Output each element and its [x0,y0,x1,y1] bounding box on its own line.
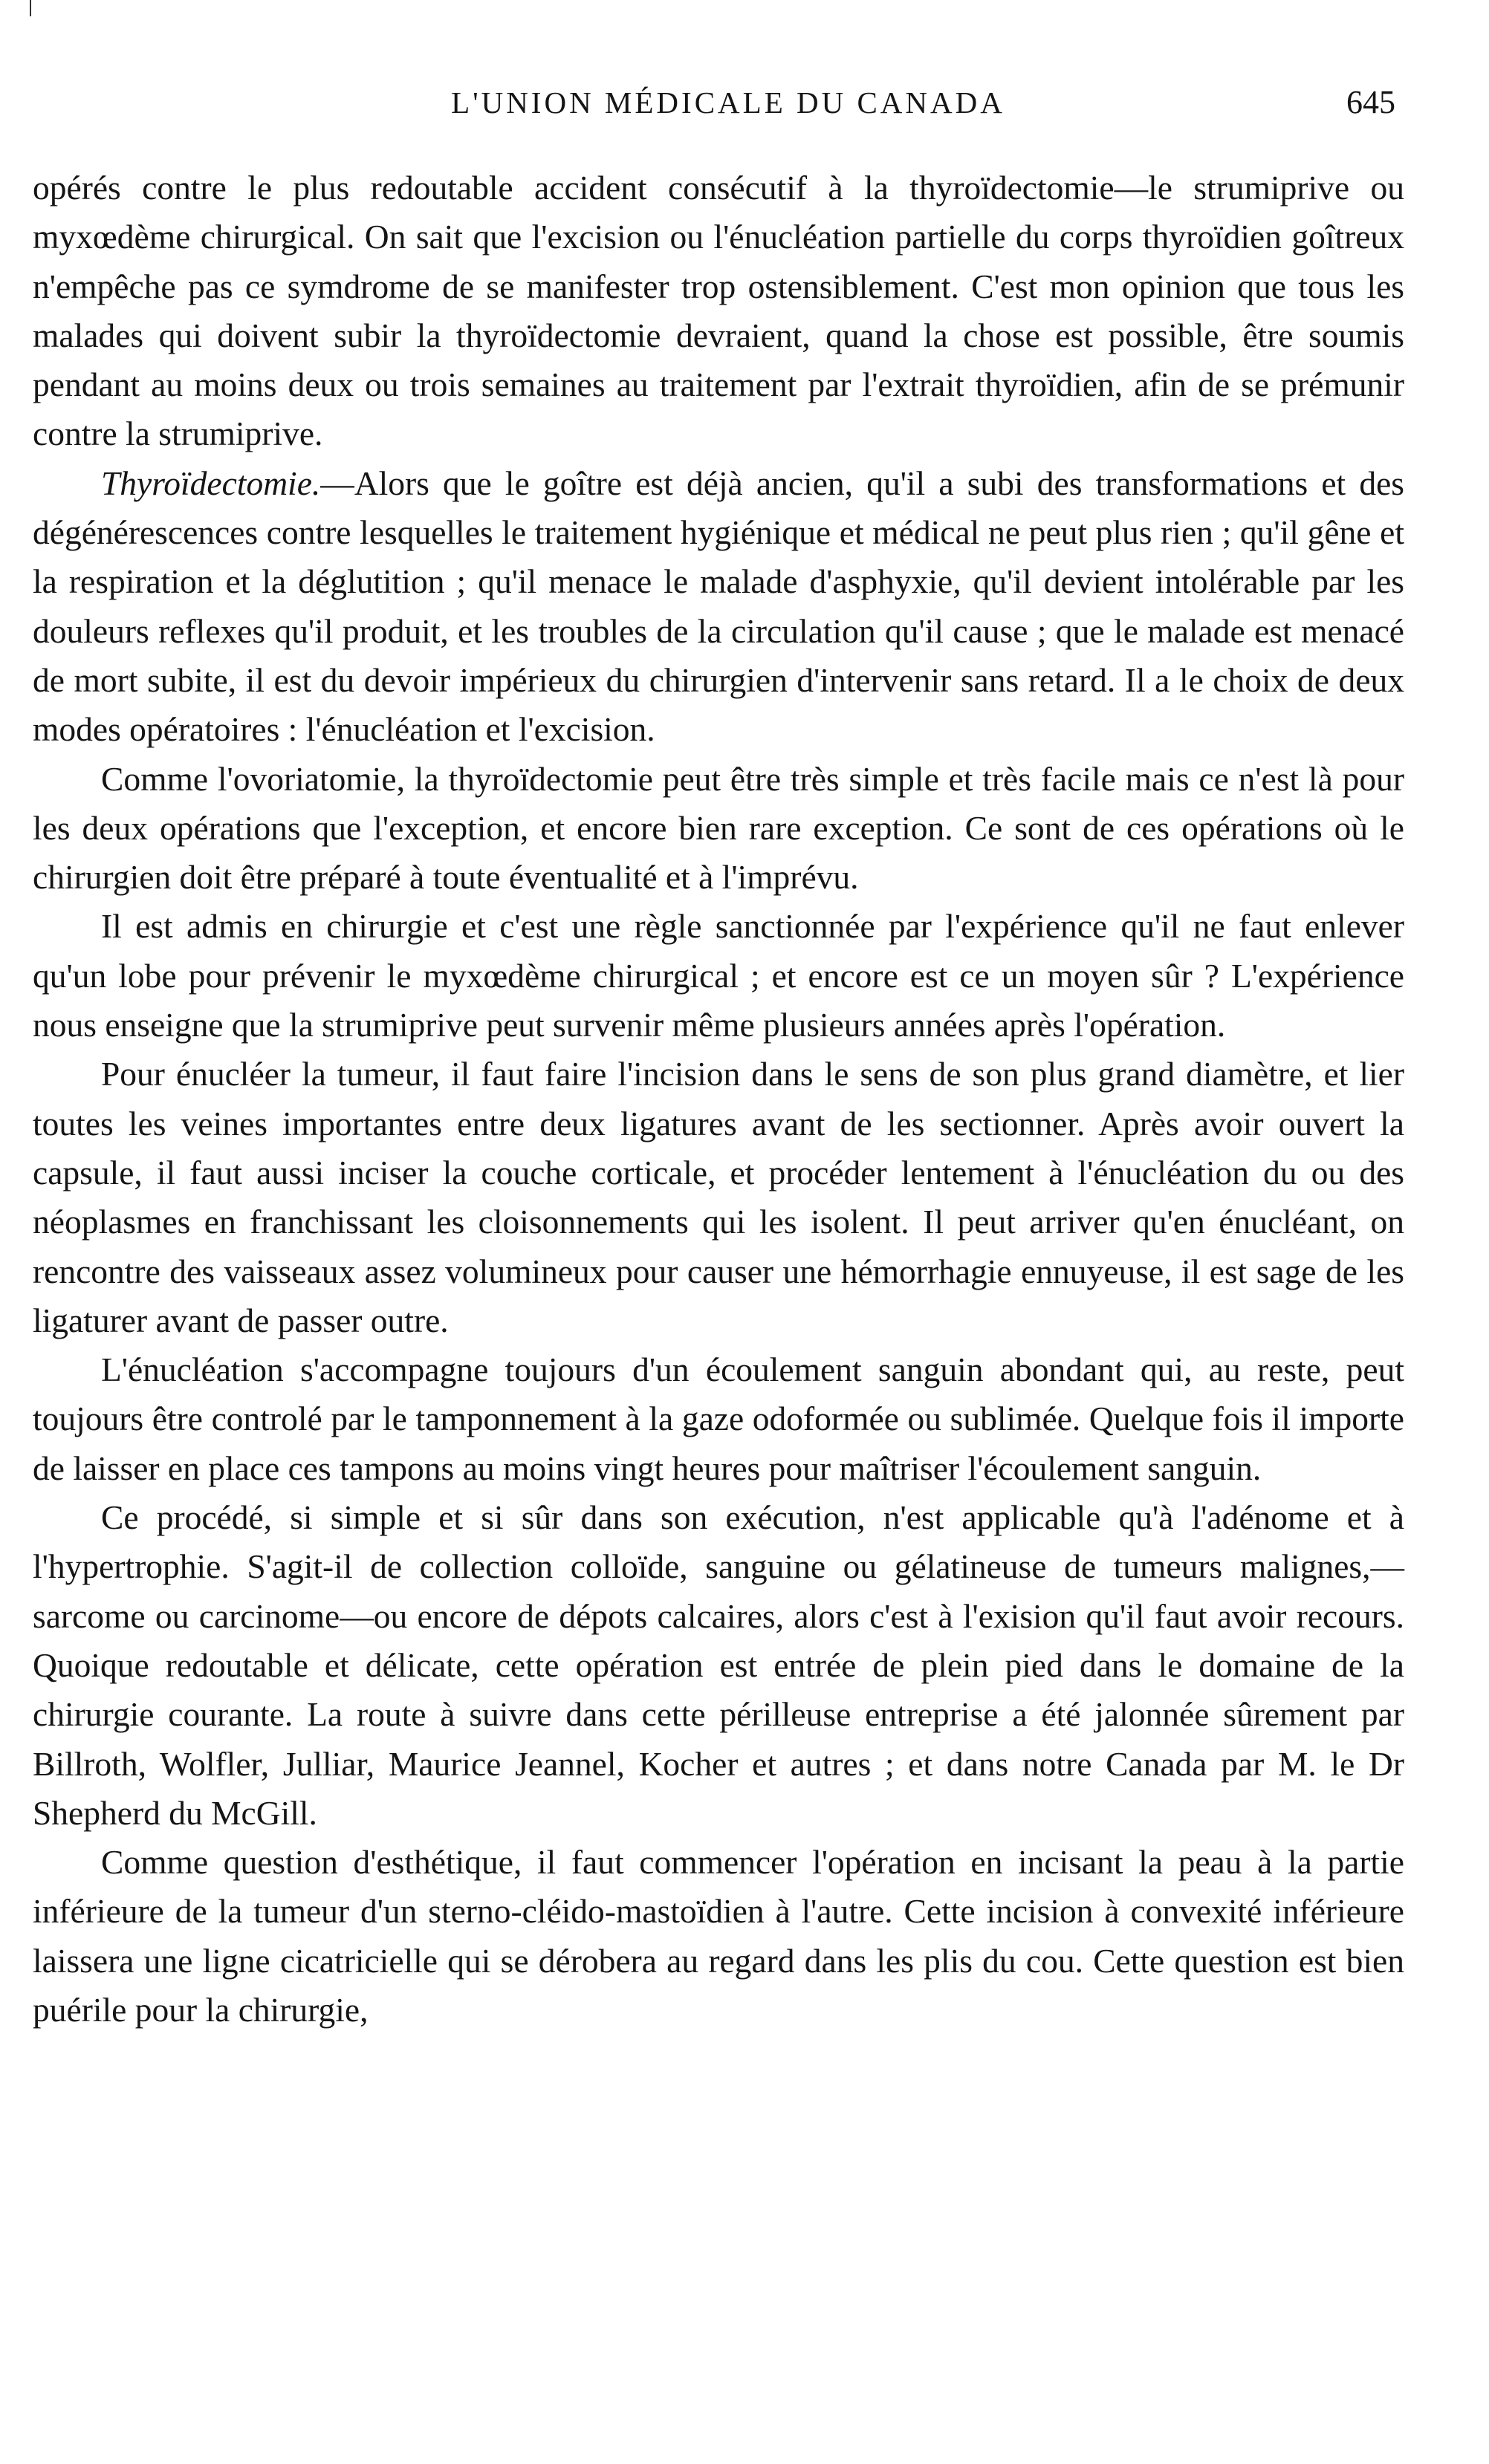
paragraph-bleeding-control [33,1345,1404,1493]
paragraph-text: Ce procédé, si simple et si sûr dans son exécution, n'est applicable qu'à l'adénome et à l'hypertrophie. S'agit-il de collection colloïde, sanguine ou gélatineuse de tumeurs malignes,—sarcome ou carcinome—ou encore de dépots calcaires, alors c'est à l'exision qu'il faut avoir recours. Quoique redoutable et délicate, cette opération est entrée de plein pied dans le domaine de la chirurgie courante. La route à suivre dans cette périlleuse entreprise a été jalonnée sûrement par Billroth, Wolfler, Julliar, Maurice Jeannel, Kocher et autres ; et dans notre Canada par M. le Dr Shepherd du McGill. [33,1498,1404,1832]
paragraph-text: —Alors que le goître est déjà ancien, qu'il a subi des transformations et des dégénérescences contre lesquelles le traitement hygiénique et médical ne peut plus rien ; qu'il gêne et la respiration et la déglutition ; qu'il menace le malade d'asphyxie, qu'il devient intolérable par les douleurs reflexes qu'il produit, et les troubles de la circulation qu'il cause ; que le malade est menacé de mort subite, il est du devoir impérieux du chirurgien d'intervenir sans retard. Il a le choix de deux modes opératoires : l'énucléation et l'excision. [33,464,1404,749]
paragraph-enucleation-technique [33,1050,1404,1345]
paragraph-text: Il est admis en chirurgie et c'est une règle sanctionnée par l'expérience qu'il ne faut enlever qu'un lobe pour prévenir le myxœdème chirurgical ; et encore est ce un moyen sûr ? L'expérience nous enseigne que la strumiprive peut survenir même plusieurs années après l'opération. [33,907,1404,1044]
section-lead-term: Thyroïdectomie. [101,464,321,502]
paragraph-incision-aesthetics [33,1838,1404,2035]
paragraph-text: Comme question d'esthétique, il faut commencer l'opération en incisant la peau à la partie inférieure de la tumeur d'un sterno-cléido-mastoïdien à l'autre. Cette incision à convexité inférieure laissera une ligne cicatricielle qui se dérobera au regard dans les plis du cou. Cette question est bien puérile pour la chirurgie, [33,1843,1404,2029]
page-header [30,80,1427,125]
scan-margin-mark [30,0,31,16]
running-title: L'UNION MÉDICALE DU CANADA [451,85,1005,120]
paragraph-text: L'énucléation s'accompagne toujours d'un écoulement sanguin abondant qui, au reste, peut toujours être controlé par le tamponnement à la gaze odoformée ou sublimée. Quelque fois il importe de laisser en place ces tampons au moins vingt heures pour maîtriser l'écoulement sanguin. [33,1350,1404,1487]
paragraph-text: Pour énucléer la tumeur, il faut faire l'incision dans le sens de son plus grand diamètre, et lier toutes les veines importantes entre deux ligatures avant de les sectionner. Après avoir ouvert la capsule, il faut aussi inciser la couche corticale, et procéder lentement à l'énucléation du ou des néoplasmes en franchissant les cloisonnements qui les isolent. Il peut arriver qu'en énucléant, on rencontre des vaisseaux assez volumineux pour causer une hémorrhagie ennuyeuse, il est sage de les ligaturer avant de passer outre. [33,1055,1404,1339]
paragraph-text: Comme l'ovoriatomie, la thyroïdectomie peut être très simple et très facile mais ce n'est là pour les deux opérations que l'exception, et encore bien rare exception. Ce sont de ces opérations où le chirurgien doit être préparé à toute éventualité et à l'imprévu. [33,759,1404,897]
paragraph-excision-indications [33,1493,1404,1838]
paragraph-text: opérés contre le plus redoutable accident consécutif à la thyroïdectomie—le strumiprive ou myxœdème chirurgical. On sait que l'excision ou l'énucléation partielle du corps thyroïdien goîtreux n'empêche pas ce symdrome de se manifester trop ostensiblement. C'est mon opinion que tous les malades qui doivent subir la thyroïdectomie devraient, quand la chose est possible, être soumis pendant au moins deux ou trois semaines au traitement par l'extrait thyroïdien, afin de se prémunir contre la strumiprive. [33,169,1404,453]
paragraph-ovariotomie-comparison [33,755,1404,903]
article-body [33,163,1404,2035]
paragraph-thyroidectomie [33,459,1404,755]
page-number: 645 [1346,84,1395,120]
paragraph-strumiprive-prevention [33,163,1404,459]
paragraph-lobe-rule [33,902,1404,1050]
